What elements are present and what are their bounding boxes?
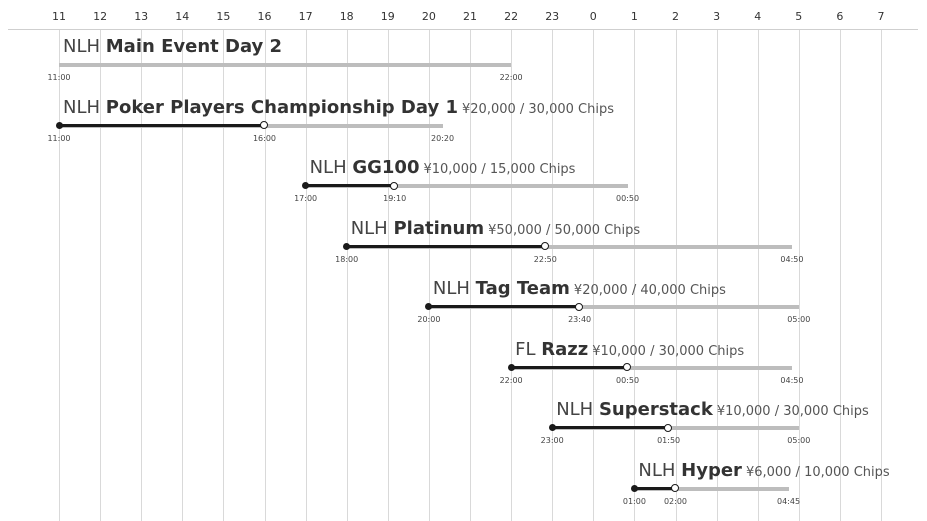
event-game-type: NLH xyxy=(63,96,101,118)
hour-tick-label: 6 xyxy=(836,10,844,23)
hour-tick-label: 23 xyxy=(545,10,560,23)
event-buyin: ¥50,000 / 50,000 Chips xyxy=(488,222,641,238)
event-name: Platinum xyxy=(393,217,485,239)
end-time: 20:20 xyxy=(431,133,455,143)
late-reg-end-time: 16:00 xyxy=(252,133,277,143)
hour-tick-label: 4 xyxy=(754,10,762,23)
hour-gridline xyxy=(840,30,841,521)
event-name: Superstack xyxy=(598,399,713,420)
end-time: 05:00 xyxy=(787,436,811,445)
late-reg-end-marker xyxy=(671,484,679,492)
event-buyin: ¥10,000 / 30,000 Chips xyxy=(716,404,869,419)
hour-tick-label: 0 xyxy=(589,10,597,23)
late-reg-end-time: 22:50 xyxy=(533,254,557,264)
event-game-type: NLH xyxy=(556,399,594,420)
end-time: 00:50 xyxy=(616,194,640,203)
late-reg-end-marker xyxy=(623,363,631,371)
event-game-type: NLH xyxy=(638,459,676,481)
event-buyin: ¥10,000 / 30,000 Chips xyxy=(592,343,745,359)
late-reg-end-time: 23:40 xyxy=(568,315,592,324)
hour-tick-label: 15 xyxy=(216,10,231,23)
hour-tick-label: 18 xyxy=(339,10,354,23)
event-title[interactable] xyxy=(310,157,576,181)
late-registration-bar xyxy=(347,245,546,248)
late-reg-end-time: 02:00 xyxy=(663,496,688,506)
event-buyin: ¥10,000 / 15,000 Chips xyxy=(423,162,576,177)
hour-tick-label: 17 xyxy=(298,10,313,23)
late-registration-bar xyxy=(552,426,668,429)
hour-gridline xyxy=(59,30,60,521)
hour-tick-label: 2 xyxy=(672,10,679,23)
start-marker xyxy=(56,122,63,129)
late-reg-end-time: 00:50 xyxy=(616,375,640,385)
start-marker xyxy=(508,364,515,371)
end-time: 04:45 xyxy=(776,496,801,506)
late-reg-end-marker xyxy=(541,242,549,250)
hour-tick-label: 22 xyxy=(504,10,519,23)
event-name: Poker Players Championship Day 1 xyxy=(105,96,458,118)
hour-tick-label: 16 xyxy=(257,10,272,23)
event-game-type: NLH xyxy=(309,157,347,178)
hour-tick-label: 13 xyxy=(134,10,149,23)
hour-tick-label: 1 xyxy=(630,10,638,23)
hour-gridline xyxy=(881,30,882,521)
event-title[interactable] xyxy=(638,460,889,484)
late-reg-end-time: 19:10 xyxy=(383,194,407,203)
event-title[interactable] xyxy=(63,36,282,58)
event-title[interactable] xyxy=(433,278,726,302)
event-title[interactable] xyxy=(515,339,744,363)
late-registration-bar xyxy=(59,124,265,127)
late-registration-bar xyxy=(429,305,580,308)
late-reg-end-marker xyxy=(664,424,672,432)
event-name: Hyper xyxy=(681,459,742,481)
event-name: GG100 xyxy=(352,157,420,178)
start-time: 11:00 xyxy=(47,133,71,143)
event-game-type: NLH xyxy=(63,36,101,57)
event-name: Tag Team xyxy=(475,278,570,299)
end-time: 04:50 xyxy=(780,254,804,264)
hour-tick-label: 14 xyxy=(175,10,190,23)
hour-tick-label: 20 xyxy=(421,10,436,23)
event-title[interactable] xyxy=(351,218,640,242)
start-time: 01:00 xyxy=(622,496,646,506)
late-registration-bar xyxy=(511,366,627,369)
event-buyin: ¥20,000 / 40,000 Chips xyxy=(573,283,726,298)
event-buyin: ¥6,000 / 10,000 Chips xyxy=(745,464,890,480)
hour-tick-label: 5 xyxy=(795,10,803,23)
end-time: 22:00 xyxy=(499,73,523,82)
start-marker xyxy=(343,243,350,250)
late-registration-bar xyxy=(634,487,675,490)
hour-tick-label: 12 xyxy=(93,10,108,23)
hour-tick-label: 3 xyxy=(713,10,721,23)
end-time: 05:00 xyxy=(787,315,811,324)
start-time: 18:00 xyxy=(335,254,359,264)
event-game-type: FL xyxy=(515,338,536,360)
late-reg-end-time: 01:50 xyxy=(657,436,681,445)
start-time: 20:00 xyxy=(417,315,441,324)
event-name: Main Event Day 2 xyxy=(105,36,283,57)
event-game-type: NLH xyxy=(432,278,470,299)
start-marker xyxy=(549,424,556,431)
end-time: 04:50 xyxy=(780,375,804,385)
hour-gridline xyxy=(717,30,718,521)
event-name: Razz xyxy=(541,338,589,360)
hour-gridline xyxy=(799,30,800,521)
start-marker xyxy=(631,485,638,492)
hour-gridline xyxy=(676,30,677,521)
start-time: 17:00 xyxy=(294,194,318,203)
hour-gridline xyxy=(634,30,635,521)
hour-tick-label: 19 xyxy=(380,10,395,23)
hour-tick-label: 7 xyxy=(877,10,885,23)
event-game-type: NLH xyxy=(350,217,388,239)
axis-baseline xyxy=(8,29,918,30)
hour-tick-label: 11 xyxy=(52,10,66,23)
start-time: 23:00 xyxy=(540,436,564,445)
event-title[interactable] xyxy=(556,399,869,423)
event-title[interactable] xyxy=(63,97,614,121)
hour-tick-label: 21 xyxy=(463,10,477,23)
late-reg-end-marker xyxy=(575,303,583,311)
late-registration-bar xyxy=(306,184,395,187)
start-time: 11:00 xyxy=(47,73,71,82)
start-time: 22:00 xyxy=(499,375,523,385)
hour-gridline xyxy=(758,30,759,521)
late-reg-end-marker xyxy=(260,121,268,129)
late-reg-end-marker xyxy=(390,182,398,190)
event-duration-bar xyxy=(59,63,511,67)
event-buyin: ¥20,000 / 30,000 Chips xyxy=(462,101,614,117)
